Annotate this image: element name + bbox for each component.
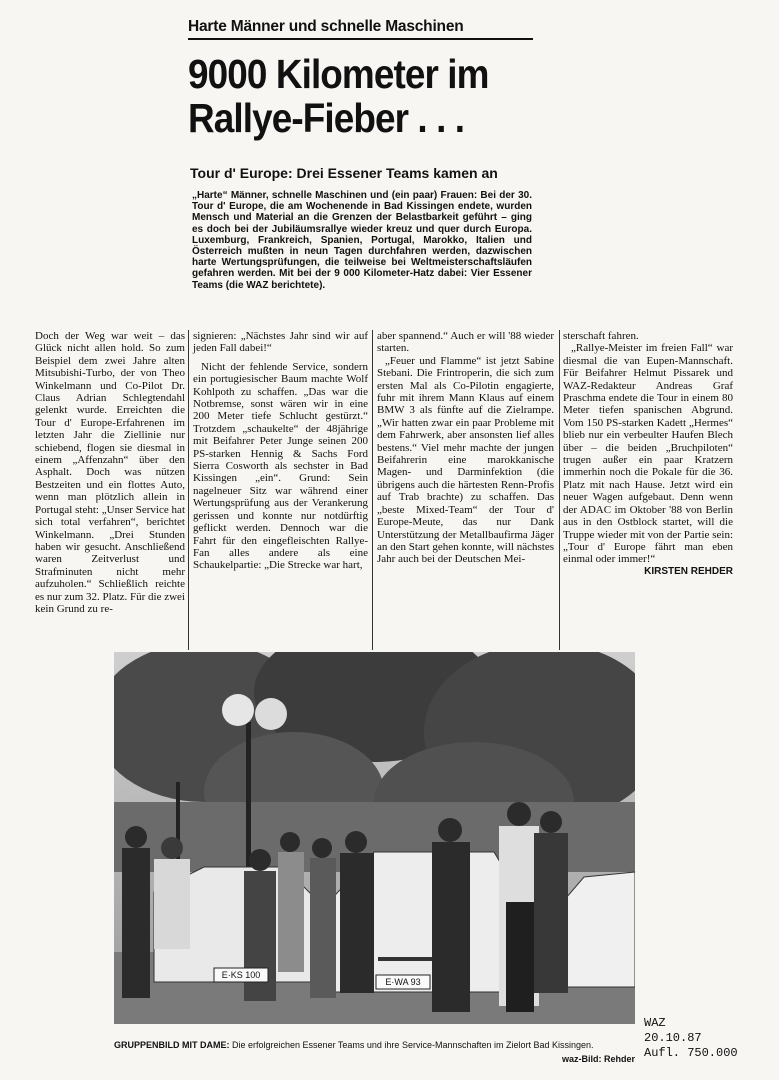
article-subheadline: Tour d' Europe: Drei Essener Teams kamen an xyxy=(190,165,498,181)
license-plate-2: E·WA 93 xyxy=(385,977,421,987)
caption-text: Die erfolgreichen Essener Teams und ihre Service-Mannschaften im Zielort Bad Kissingen. xyxy=(232,1040,594,1050)
article-column-3 xyxy=(377,330,554,566)
stamp-line-3: Aufl. 750.000 xyxy=(644,1046,738,1060)
column-divider xyxy=(372,330,373,650)
column-4-paragraph-1: sterschaft fahren. xyxy=(563,330,639,342)
caption-label: GRUPPENBILD MIT DAME: xyxy=(114,1040,230,1050)
column-divider xyxy=(188,330,189,650)
column-2-paragraph-2: Nicht der fehlende Service, sondern ein portugiesischer Baum machte Wolf Kohlpoth zu schaffen. „Das war die Notbremse, sonst wären wir in eine 200 Meter tiefe Schlucht gestürzt.“ Trotzdem „schaukelte“ der 48jährige mit Beifahrer Peter Junge seinen 200 PS-starken Hennig & Sachs Ford Sierra Cosworth als sechster in Bad Kissingen „ein“. Grund: Sein nagelneuer Sitz war während einer Wertungsprüfung aus der Verankerung gerissen und konnte nur notdürftig geflickt werden. Dennoch war die Fahrt für den eingefleischten Rallye-Fan alles andere als eine Schaukelpartie: „Die Strecke war hart, xyxy=(193,360,368,572)
article-column-4 xyxy=(563,330,733,578)
headline-line-2: Rallye-Fieber . . . xyxy=(188,95,465,141)
article-lead: „Harte“ Männer, schnelle Maschinen und (ein paar) Frauen: Bei der 30. Tour d' Europe, die am Wochenende in Bad Kissingen endete, wurden Mensch und Material an die Grenzen der Belastbarkeit geführt – ging es doch bei der Jubiläumsrallye wieder kreuz und quer durch Europa. Luxemburg, Frankreich, Spanien, Portugal, Marokko, Italien und Österreich mußten in neun Tagen durchfahren werden, dazwischen harte Wertungsprüfungen, die teilweise bei Weltmeisterschaftsläufen gefahren werden. Mit bei der 9 000 Kilometer-Hatz dabei: Vier Essener Teams (die WAZ berichtete). xyxy=(192,190,532,291)
article-kicker: Harte Männer und schnelle Maschinen xyxy=(188,18,533,40)
column-divider xyxy=(559,330,560,650)
group-photo-illustration xyxy=(114,652,635,1024)
stamp-line-2: 20.10.87 xyxy=(644,1031,702,1045)
license-plate-1: E·KS 100 xyxy=(221,970,261,980)
source-stamp xyxy=(644,1016,774,1061)
article-author: KIRSTEN REHDER xyxy=(644,565,733,577)
article-column-2 xyxy=(193,330,368,572)
group-photo xyxy=(114,652,635,1024)
column-1-paragraph: Doch der Weg war weit – das Glück nicht allen hold. So zum Beispiel dem zwei Jahre alten Mitsubishi-Turbo, der von Theo Winkelmann und Co-Pilot Dr. Claus Adrian Schlegtendahl gelenkt wurde. Erreichten die Tour d' Europe-Erfahrenen im letzten Jahr die Ziellinie nur schiebend, flogen sie diesmal in einem „Affenzahn“ über den Asphalt. Doch was nützen Bestzeiten und ein flottes Auto, wenn man plötzlich allein in Portugal steht: „Unser Service hat sich total verfahren“, berichtet Winkelmann. „Drei Stunden haben wir gesucht. Anschließend waren Zeitverlust und Strafminuten nicht mehr aufzuholen.“ Schließlich reichte es nur zum 32. Platz. Für die zwei kein Grund zu re- xyxy=(35,330,185,615)
article-headline xyxy=(188,52,521,140)
photo-caption xyxy=(114,1040,635,1051)
column-3-paragraph-2: „Feuer und Flamme“ ist jetzt Sabine Stebani. Die Frintroperin, die sich zum ersten Mal als Co-Pilotin engagierte, fuhr mit ihrem Mann Klaus auf einem BMW 3 als fünfte auf die Zielrampe. „Wir hatten zwar ein paar Probleme mit dem Fahrwerk, aber ansonsten lief alles bestens.“ Viel mehr machte der jungen Beifahrerin eine marokkanische Magen- und Darminfektion (die übrigens auch die härtesten Renn-Profis auf Trab brachte) zu schaffen. Das „beste Mixed-Team“ der Tour d' Europe-Meute, das nur Dank Unterstützung der Metallbaufirma Jäger an den Start gehen konnte, will nächstes Jahr auch bei der Deutschen Mei- xyxy=(377,354,554,566)
photo-credit: waz-Bild: Rehder xyxy=(561,1054,635,1064)
stamp-line-1: WAZ xyxy=(644,1016,666,1030)
column-3-paragraph-1: aber spannend.“ Auch er will '88 wieder starten. xyxy=(377,330,554,355)
column-2-paragraph-1: signieren: „Nächstes Jahr sind wir auf jeden Fall dabei!“ xyxy=(193,330,368,355)
headline-line-1: 9000 Kilometer im xyxy=(188,51,489,97)
article-column-1 xyxy=(35,330,185,615)
column-4-paragraph-2: „Rallye-Meister im freien Fall“ war diesmal die van Eupen-Mannschaft. Für Beifahrer Helmut Pissarek und WAZ-Redakteur Andreas Graf Praschma endete die Tour in einem 80 Meter tiefen spanischen Abgrund. Vom 150 PS-starken Kadett „Hermes“ blieb nur ein verbeulter Haufen Blech über – die beiden „Bruchpiloten“ trugen außer ein paar Kratzern immerhin noch die Pokale für die 36. Platz mit nach Hause. Jetzt wird ein neuer Wagen aufgebaut. Denn wenn der ADAC im Oktober '88 von Berlin aus in den Ostblock startet, will die Truppe wieder mit von der Partie sein: „Tour d' Europe fährt man eben einmal oder immer!“ xyxy=(563,342,733,566)
